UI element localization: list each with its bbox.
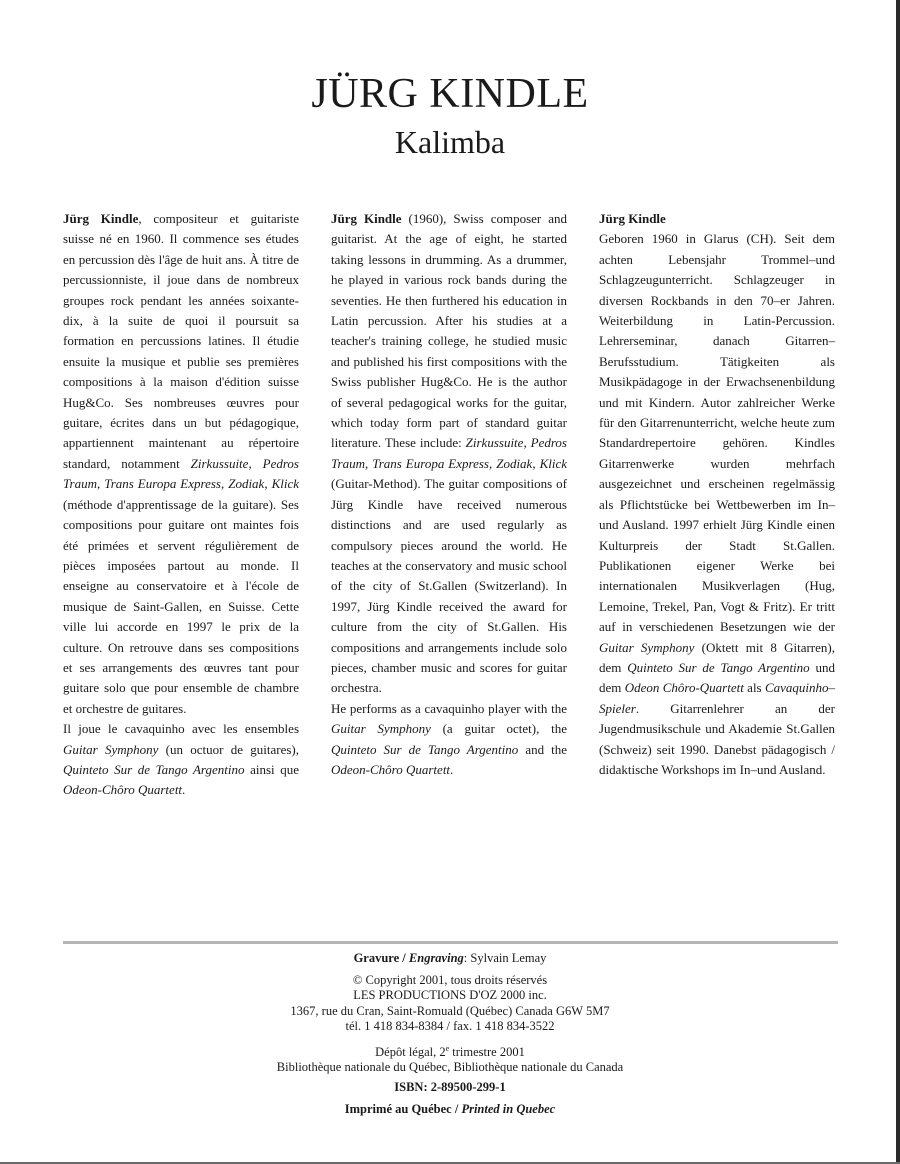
work-title: Klick [271, 476, 300, 492]
copyright-line: © Copyright 2001, tous droits réservés [352, 973, 548, 988]
work-title: Pedros Traum [331, 435, 567, 471]
bio-fr-text: ainsi que [244, 761, 299, 777]
separator: , [488, 455, 497, 471]
role-name: Cavaquinho–Spieler [599, 680, 835, 716]
publication-footer [0, 951, 900, 1117]
publisher-address: 1367, rue du Cran, Saint-Romuald (Québec) Canada G6W 5M7 [290, 1003, 610, 1018]
bio-en-text: . [450, 761, 454, 777]
biography-german [599, 209, 835, 780]
engraving-label-fr: Gravure [353, 951, 400, 965]
ensemble-name: Odeon-Chôro Quartett [63, 782, 183, 798]
bio-en-paragraph-1 [331, 209, 567, 699]
separator: , [220, 476, 229, 492]
piece-title: Kalimba [394, 124, 506, 160]
engraving-label-en: Engraving [408, 951, 464, 965]
composer-name: JÜRG KINDLE [311, 71, 589, 117]
bio-fr-text: (méthode d'apprentissage de la guitare). Ses compositions pour guitare ont maintes fois été primées et servent régulièrement de pièces imposées partout au monde. Il enseigne au conservatoire et à l'école de musique de Saint-Gallen, en Suisse. Cette ville lui accorde en 1997 le prix de la culture. On retrouve dans ses compositions et ses arrangements des œuvres tant pour guitare solo que pour ensemble de chambre et orchestre de guitares. [63, 496, 299, 716]
bio-en-text: (a guitar octet), the [430, 721, 567, 737]
isbn-text: ISBN: 2-89500-299-1 [394, 1079, 506, 1094]
bio-en-text: and the [518, 741, 568, 757]
bio-de-paragraph [599, 229, 835, 780]
work-title: Trans Europa Express [104, 476, 221, 492]
bio-de-text: als [743, 680, 765, 696]
engraving-credit [0, 951, 900, 966]
bio-de-heading [599, 209, 835, 229]
bio-en-paragraph-2 [331, 699, 567, 781]
ensemble-name: Quinteto Sur de Tango Argentino [63, 761, 245, 777]
bio-fr-paragraph-1 [63, 209, 299, 719]
bio-en-text: He performs as a cavaquinho player with the [331, 700, 567, 716]
work-title: Trans Europa Express [372, 455, 489, 471]
ordinal-suffix: e [445, 1044, 450, 1054]
legal-deposit-text: Dépôt légal, 2 [375, 1045, 446, 1060]
separator: / [451, 1101, 462, 1116]
ensemble-name: Odeon Chôro-Quartett [624, 680, 744, 696]
ensemble-name: Guitar Symphony [331, 721, 431, 737]
national-libraries: Bibliothèque nationale du Québec, Bibliothèque nationale du Canada [276, 1060, 624, 1075]
bio-en-text: (1960), Swiss composer and guitarist. At the age of eight, he started taking lessons in drumming. As a drummer, he played in various rock bands during the seventies. He then furthered his education in Latin percussion. After his studies at a teacher's training college, he studied music and published his first compositions with the Swiss publisher Hug&Co. He is the author of several pedagogical works for the guitar, which today form part of standard guitar literature. These include: [331, 211, 567, 451]
separator: , [364, 455, 373, 471]
bio-de-text: und dem [599, 659, 835, 696]
ensemble-name: Odeon-Chôro Quartett [331, 761, 451, 777]
bio-fr-paragraph-2 [63, 719, 299, 801]
bio-fr-name: Jürg Kindle [63, 211, 139, 226]
separator: , [96, 476, 105, 492]
separator: , [248, 455, 263, 471]
work-title: Zirkussuite [465, 435, 524, 451]
bio-de-text: (Oktett mit 8 Gitarren), dem [599, 639, 835, 675]
work-title: Klick [539, 455, 568, 471]
ensemble-name: Quinteto Sur de Tango Argentino [627, 659, 810, 675]
bio-fr-text: Il joue le cavaquinho avec les ensembles [63, 721, 299, 737]
work-title: Zodiak [496, 455, 533, 471]
separator: , [523, 435, 531, 451]
ensemble-name: Guitar Symphony [599, 639, 695, 655]
title-block [0, 70, 900, 162]
bio-de-text: . Gitarrenlehrer an der Jugendmusikschule und Akademie St.Gallen (Schweiz) seit 1990. Danebst pädagogisch / didaktische Workshops im In–und Ausland. [599, 700, 835, 777]
bio-fr-text: . [182, 782, 186, 798]
printed-fr: Imprimé au Québec [344, 1101, 452, 1116]
bio-fr-text: (un octuor de guitares), [158, 741, 299, 757]
biography-french [63, 209, 299, 801]
separator: / [399, 951, 409, 965]
work-title: Pedros Traum [63, 455, 299, 492]
separator: , [532, 455, 540, 471]
engraver-name: : Sylvain Lemay [463, 951, 547, 965]
footer-divider [63, 941, 838, 944]
separator: , [264, 476, 272, 492]
bio-de-name: Jürg Kindle [599, 211, 666, 226]
printed-in [0, 1102, 900, 1117]
ensemble-name: Quinteto Sur de Tango Argentino [331, 741, 519, 757]
bio-en-name: Jürg Kindle [331, 211, 402, 226]
work-title: Zodiak [228, 476, 265, 492]
publisher-phone: tél. 1 418 834-8384 / fax. 1 418 834-3522 [345, 1018, 555, 1033]
printed-en: Printed in Quebec [461, 1101, 556, 1116]
biography-english [331, 209, 567, 780]
publisher-name: LES PRODUCTIONS D'OZ 2000 inc. [353, 988, 547, 1003]
work-title: Zirkussuite [190, 455, 249, 471]
bio-de-text: Geboren 1960 in Glarus (CH). Seit dem achten Lebensjahr Trommel–und Schlagzeugunterricht. Schlagzeuger in diversen Rockbands in den 70–er Jahren. Weiterbildung in Latin-Percussion. Lehrerseminar, danach Gitarren–Berufsstudium. Tätigkeiten als Musikpädagoge in der Erwachsenenbildung und mit Kindern. Autor zahlreicher Werke für den Gitarrenunterricht, welche heute zum Standardrepertoire gehören. Kindles Gitarrenwerke wurden mehrfach ausgezeichnet und erscheinen regelmässig als Pflichtstücke bei Wettbewerben im In–und Ausland. 1997 erhielt Jürg Kindle einen Kulturpreis der Stadt St.Gallen. Publikationen eigener Werke bei internationalen Musikverlagen (Hug, Lemoine, Trekel, Pan, Vogt & Fritz). Er tritt auf in verschiedenen Besetzungen wie der [599, 231, 835, 635]
bio-fr-text: , compositeur et guitariste suisse né en 1960. Il commence ses études en percussion dès l'âge de huit ans. À titre de percussionniste, il joue dans de nombreux groupes rock pendant les années soixante-dix, à la suite de quoi il poursuit sa formation en percussions latines. Il étudie ensuite la musique et publie ses premières compositions à la maison d'édition suisse Hug&Co. Ses nombreuses œuvres pour guitare, écrites dans un but pédagogique, appartiennent maintenant au répertoire standard, notamment [63, 211, 299, 471]
bio-en-text: (Guitar-Method). The guitar compositions of Jürg Kindle have received numerous distinctions and are used regularly as compulsory pieces around the world. He teaches at the conservatory and music school of the city of St.Gallen (Switzerland). In 1997, Jürg Kindle received the award for culture from the city of St.Gallen. His compositions and arrangements include solo pieces, chamber music and scores for guitar orchestra. [331, 476, 567, 696]
ensemble-name: Guitar Symphony [63, 741, 159, 757]
legal-deposit-text: trimestre 2001 [449, 1045, 525, 1060]
legal-deposit [0, 1041, 900, 1060]
isbn [0, 1080, 900, 1095]
